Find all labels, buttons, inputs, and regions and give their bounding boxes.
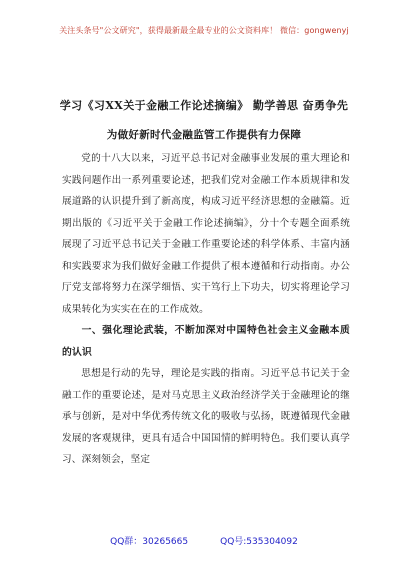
document-body (62, 148, 350, 471)
qq-number-text: QQ号:535304092 (220, 537, 298, 547)
document-title: 学习《习XX关于金融工作论述摘编》 勤学善思 奋勇争先 (59, 99, 349, 112)
promo-banner-text: 关注头条号"公文研究"，获得最新最全最专业的公文资料库！ 微信：gongwenyj (59, 25, 349, 35)
document-subtitle: 为做好新时代金融监管工作提供有力保障 (106, 129, 302, 141)
header-banner (0, 0, 408, 60)
paragraph-intro: 党的十八大以来，习近平总书记对金融事业发展的重大理论和实践问题作出一系列重要论述，把我们党对金融工作本质规律和发展道路的认识提升到了新高度，构成习近平经济思想的金融篇。近期出版的《习近平关于金融工作论述摘编》，分十个专题全面系统展现了习近平总书记关于金融工作重要论述的科学体系、丰富内涵和实践要求为我们做好金融工作提供了根本遵循和行动指南。办公厅党支部将努力在深学细悟、实干笃行上下功夫，切实将理论学习成果转化为实实在在的工作成效。 (62, 153, 350, 315)
footer-contacts (0, 534, 408, 552)
section-heading-1: 一、强化理论武装，不断加深对中国特色社会主义金融本质的认识 (62, 325, 350, 358)
paragraph-section-1: 思想是行动的先导，理论是实践的指南。习近平总书记关于金融工作的重要论述，是对马克思主义政治经济学关于金融理论的继承与创新，是对中华优秀传统文化的吸收与弘扬，既遵循现代金融发展的客观规律，更具有适合中国国情的鲜明特色。我们要认真学习、深刻领会，坚定 (62, 368, 350, 465)
qq-group-text: QQ群：30265665 (110, 537, 189, 547)
